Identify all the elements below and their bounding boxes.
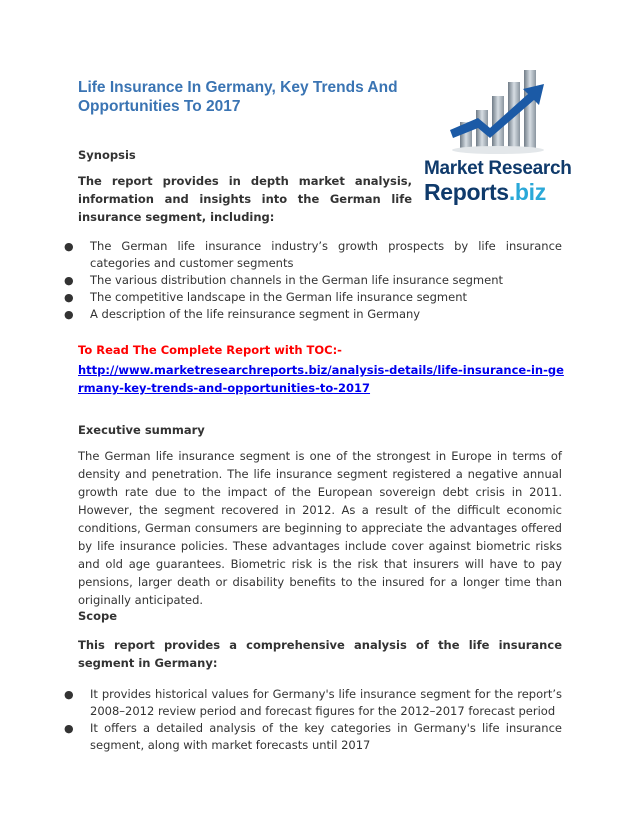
logo-text-line1: Market Research bbox=[424, 158, 572, 179]
logo-text-line2 bbox=[424, 179, 546, 206]
list-item: ● The German life insurance industry’s growth prospects by life insurance categories and customer segments bbox=[64, 239, 562, 270]
list-item: ● The competitive landscape in the German life insurance segment bbox=[64, 290, 468, 304]
scope-list bbox=[64, 686, 562, 754]
report-toc-link[interactable]: http://www.marketresearchreports.biz/analysis-details/life-insurance-in-germany-key-trends-and-opportunities-to-2017 bbox=[78, 363, 564, 395]
list-item: ● A description of the life reinsurance segment in Germany bbox=[64, 307, 421, 321]
bullet-icon: ● bbox=[64, 688, 74, 701]
logo-text-reports: Reports bbox=[424, 179, 509, 205]
toc-label: To Read The Complete Report with TOC:- bbox=[78, 343, 342, 357]
bullet-icon: ● bbox=[64, 722, 74, 735]
bar-chart-arrow-icon bbox=[420, 66, 566, 158]
page-title: Life Insurance In Germany, Key Trends And Opportunities To 2017 bbox=[78, 79, 398, 115]
scope-intro: This report provides a comprehensive analysis of the life insurance segment in Germany: bbox=[78, 638, 562, 670]
bullet-icon: ● bbox=[64, 308, 74, 321]
bullet-icon: ● bbox=[64, 274, 74, 287]
bullet-icon: ● bbox=[64, 291, 74, 304]
synopsis-intro: The report provides in depth market analysis, information and insights into the German life insurance segment, including: bbox=[78, 174, 412, 224]
scope-heading: Scope bbox=[78, 609, 118, 623]
list-item: ● It offers a detailed analysis of the key categories in Germany's life insurance segment, along with market forecasts until 2017 bbox=[64, 721, 562, 752]
synopsis-list bbox=[64, 238, 562, 323]
list-item: ● It provides historical values for Germany's life insurance segment for the report’s 2008–2012 review period and forecast figures for the 2012–2017 forecast period bbox=[64, 687, 562, 718]
list-item: ● The various distribution channels in the German life insurance segment bbox=[64, 273, 504, 287]
market-research-reports-logo bbox=[420, 66, 572, 216]
bullet-icon: ● bbox=[64, 240, 74, 253]
executive-summary-text: The German life insurance segment is one of the strongest in Europe in terms of density and penetration. The life insurance segment registered a negative annual growth rate due to the impact of the European sovereign debt crisis in 2011. However, the segment recovered in 2012. As a result of the difficult economic conditions, German consumers are beginning to appreciate the advantages offered by life insurance policies. These advantages include cover against biometric risks and old age guarantees. Biometric risk is the risk that insurers will have to pay pensions, larger death or disability benefits to the insured for a longer time than originally anticipated. bbox=[78, 449, 562, 607]
synopsis-heading: Synopsis bbox=[78, 148, 136, 162]
executive-summary-heading: Executive summary bbox=[78, 423, 205, 437]
logo-text-biz: .biz bbox=[508, 179, 546, 205]
